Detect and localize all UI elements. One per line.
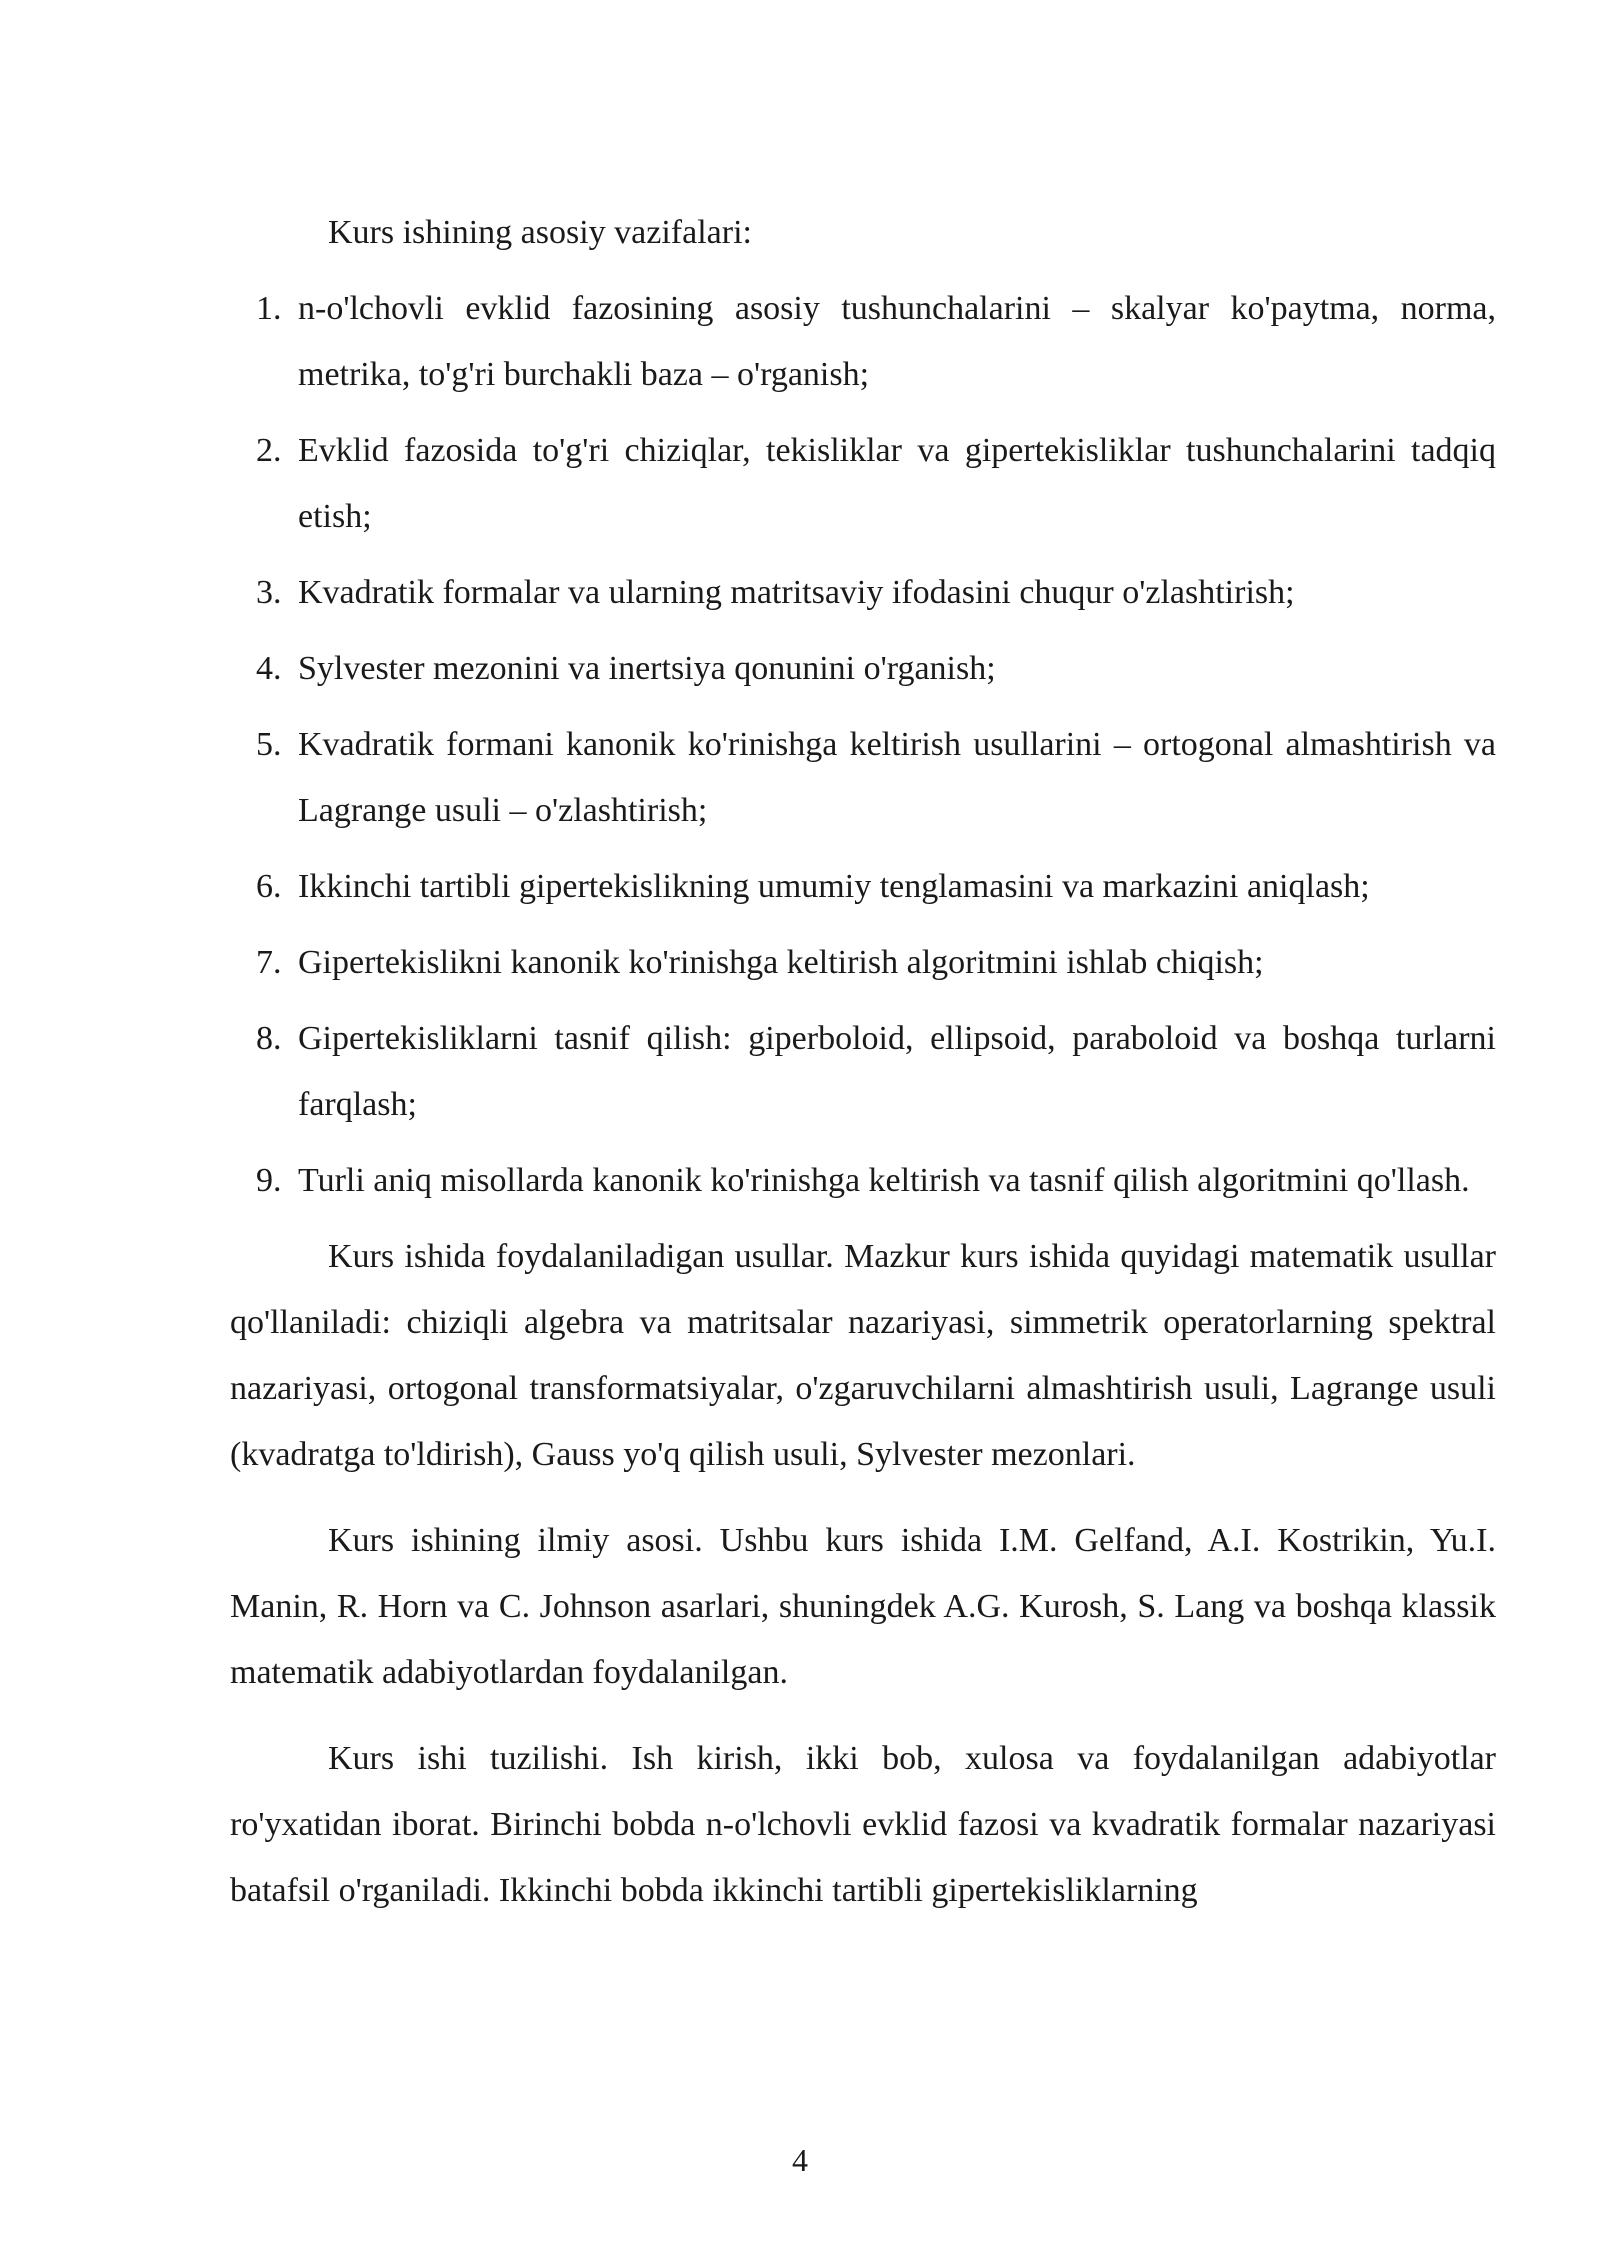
list-item-number: 2. — [256, 432, 282, 469]
list-item — [230, 712, 1496, 844]
list-item-text: Kvadratik formalar va ularning matritsaviy ifodasini chuqur o'zlashtirish; — [298, 574, 1295, 611]
list-item-number: 4. — [256, 650, 282, 687]
list-item-text: Gipertekisliklarni tasnif qilish: giperboloid, ellipsoid, paraboloid va boshqa turlarni farqlash; — [298, 1020, 1496, 1123]
list-item-text: Evklid fazosida to'g'ri chiziqlar, tekisliklar va gipertekisliklar tushunchalarini tadqiq etish; — [298, 432, 1496, 535]
list-item-number: 3. — [256, 574, 282, 611]
list-item-text: Kvadratik formani kanonik ko'rinishga keltirish usullarini – ortogonal almashtirish va Lagrange usuli – o'zlashtirish; — [298, 726, 1496, 829]
structure-paragraph: Kurs ishi tuzilishi. Ish kirish, ikki bob, xulosa va foydalanilgan adabiyotlar ro'yxatidan iborat. Birinchi bobda n-o'lchovli evklid fazosi va kvadratik formalar nazariyasi batafsil o'rganiladi. Ikkinchi bobda ikkinchi tartibli gipertekisliklarning — [230, 1740, 1496, 1909]
list-item — [230, 636, 1496, 702]
list-item — [230, 1006, 1496, 1138]
tasks-list — [230, 276, 1496, 1214]
scientific-basis-paragraph: Kurs ishining ilmiy asosi. Ushbu kurs ishida I.M. Gelfand, A.I. Kostrikin, Yu.I. Manin, R. Horn va C. Johnson asarlari, shuningdek A.G. Kurosh, S. Lang va boshqa klassik matematik adabiyotlardan foydalanilgan. — [230, 1522, 1496, 1691]
list-item — [230, 418, 1496, 550]
list-item — [230, 854, 1496, 920]
list-item-text: Sylvester mezonini va inertsiya qonunini o'rganish; — [298, 650, 996, 687]
list-item-text: Gipertekislikni kanonik ko'rinishga keltirish algoritmini ishlab chiqish; — [298, 944, 1264, 981]
tasks-heading: Kurs ishining asosiy vazifalari: — [328, 214, 752, 251]
list-item-number: 8. — [256, 1020, 282, 1057]
list-item — [230, 560, 1496, 626]
page-number: 4 — [792, 2142, 808, 2178]
list-item-text: Turli aniq misollarda kanonik ko'rinishga keltirish va tasnif qilish algoritmini qo'llash. — [298, 1162, 1470, 1199]
list-item-text: Ikkinchi tartibli gipertekislikning umumiy tenglamasini va markazini aniqlash; — [298, 868, 1370, 905]
list-item — [230, 930, 1496, 996]
document-page — [230, 200, 1496, 1944]
list-item-number: 6. — [256, 868, 282, 905]
list-item-number: 7. — [256, 944, 282, 981]
list-item-number: 5. — [256, 726, 282, 763]
list-item-number: 9. — [256, 1162, 282, 1199]
list-item — [230, 1148, 1496, 1214]
methods-paragraph: Kurs ishida foydalaniladigan usullar. Mazkur kurs ishida quyidagi matematik usullar qo'llaniladi: chiziqli algebra va matritsalar nazariyasi, simmetrik operatorlarning spektral nazariyasi, ortogonal transformatsiyalar, o'zgaruvchilarni almashtirish usuli, Lagrange usuli (kvadratga to'ldirish), Gauss yo'q qilish usuli, Sylvester mezonlari. — [230, 1238, 1496, 1473]
list-item-text: n-o'lchovli evklid fazosining asosiy tushunchalarini – skalyar ko'paytma, norma, metrika, to'g'ri burchakli baza – o'rganish; — [298, 290, 1496, 393]
list-item — [230, 276, 1496, 408]
list-item-number: 1. — [256, 290, 282, 327]
